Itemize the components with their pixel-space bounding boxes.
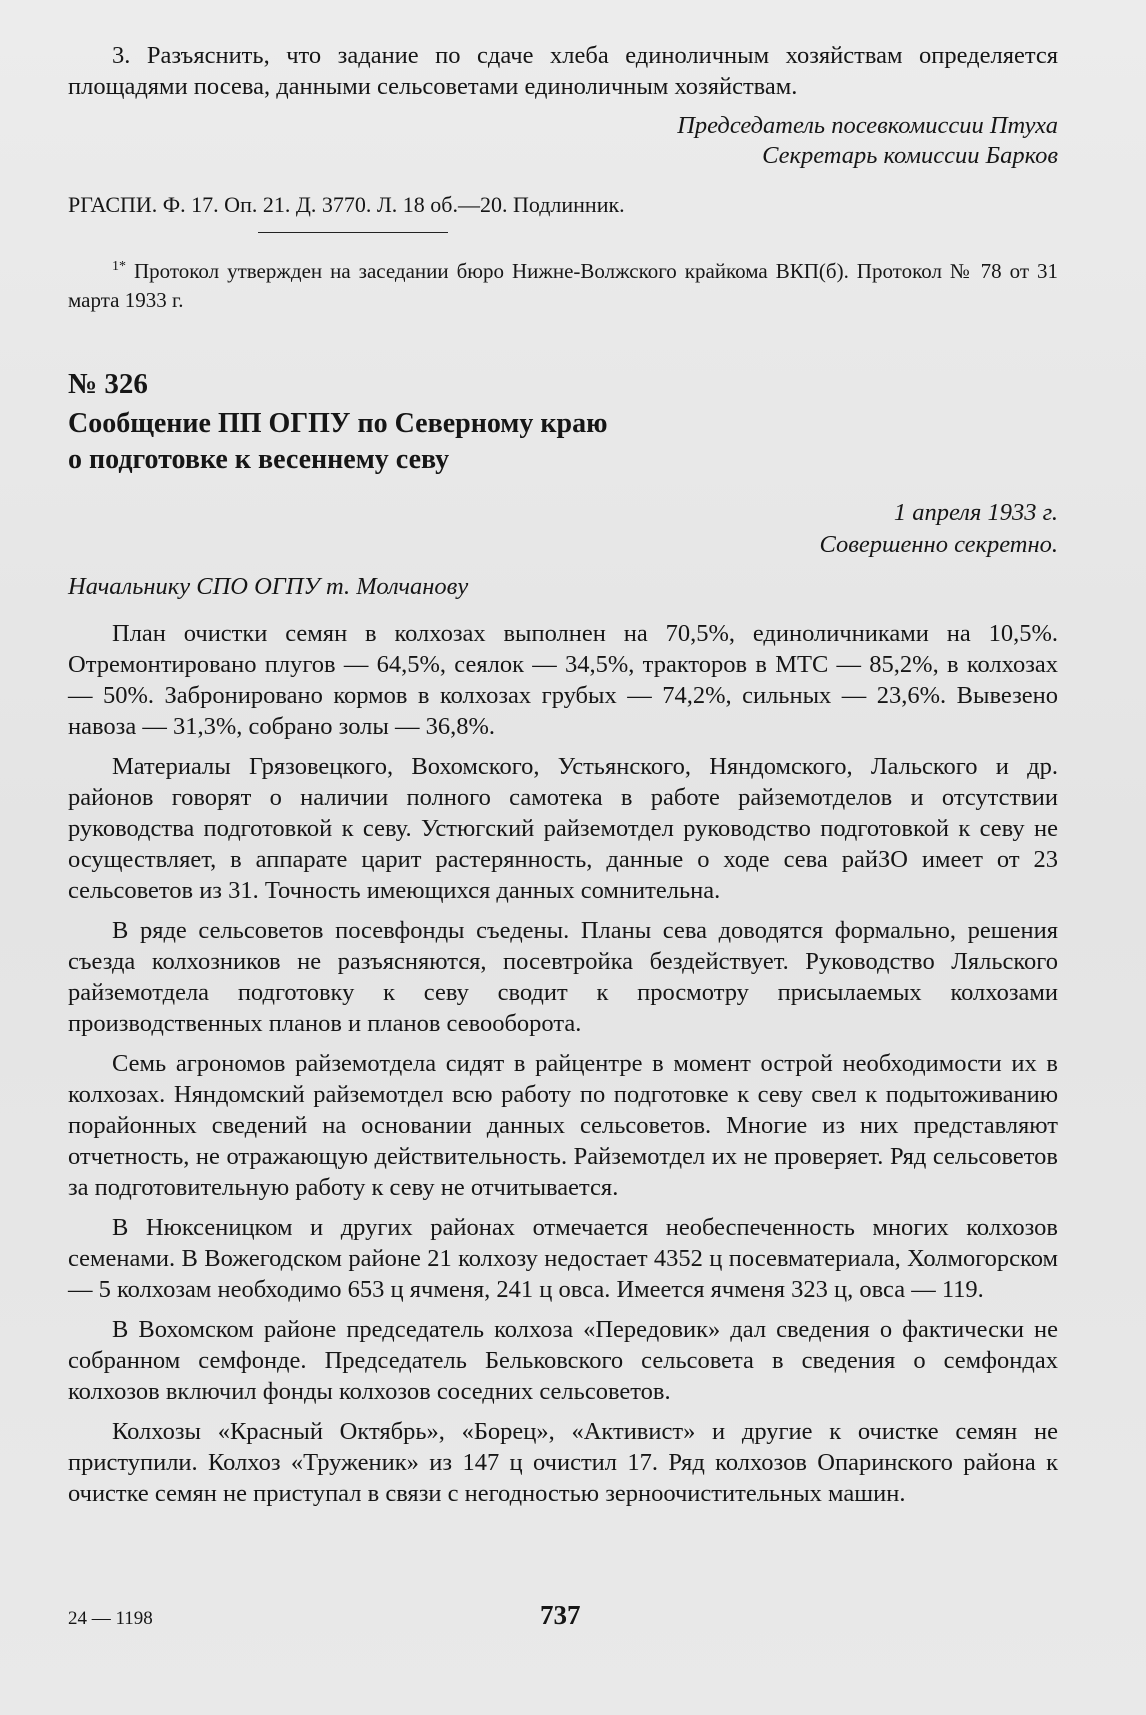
document-addressee: Начальнику СПО ОГПУ т. Молчанову bbox=[68, 573, 469, 600]
document-date: 1 апреля 1933 г. bbox=[893, 499, 1058, 526]
document-header bbox=[68, 366, 1058, 478]
signature-chairman: Председатель посевкомиссии Птуха bbox=[677, 112, 1058, 139]
document-title-line2: о подготовке к весеннему севу bbox=[68, 444, 450, 475]
footnote-divider bbox=[258, 232, 448, 233]
document-title-line1: Сообщение ПП ОГПУ по Северному краю bbox=[68, 408, 608, 439]
page-number: 737 bbox=[540, 1600, 581, 1630]
body-paragraph-2: Материалы Грязовецкого, Вохомского, Устьянского, Няндомского, Лальского и др. районов говорят о наличии полного самотека в работе райземотделов и отсутствии руководства подготовкой к севу. Устюгский райземотдел руководство подготовкой к севу не осуществляет, в аппарате царит растерянность, данные о ходе сева райЗО имеет от 23 сельсоветов из 31. Точность имеющихся данных сомнительна. bbox=[68, 753, 1058, 904]
body-paragraph-5: В Нюксеницком и других районах отмечается необеспеченность многих колхозов семенами. В Вожегодском районе 21 колхозу недостает 4352 ц посевматериала, Холмогорском — 5 колхозам необходимо 653 ц ячменя, 241 ц овса. Имеется ячменя 323 ц, овса — 119. bbox=[68, 1214, 1058, 1303]
body-paragraph-4: Семь агрономов райземотдела сидят в райцентре в момент острой необходимости их в колхозах. Няндомский райземотдел всю работу по подготовке к севу свел к подытоживанию порайонных сведений на основании данных сельсоветов. Многие из них представляют отчетность, не отражающую действительность. Райземотдел их не проверяет. Ряд сельсоветов за подготовительную работу к севу не отчитывается. bbox=[68, 1050, 1058, 1201]
document-body bbox=[68, 618, 1058, 1518]
body-paragraph-7: Колхозы «Красный Октябрь», «Борец», «Активист» и другие к очистке семян не приступили. Колхоз «Труженик» из 147 ц очистил 17. Ряд колхозов Опаринского района к очистке семян не приступал в связи с негодностью зерноочистительных машин. bbox=[68, 1418, 1058, 1507]
top-section bbox=[68, 40, 1058, 171]
footnote-divider-wrap bbox=[68, 232, 1058, 233]
body-paragraph-3: В ряде сельсоветов посевфонды съедены. Планы сева доводятся формально, решения съезда колхозников не разъясняются, посевтройка бездействует. Руководство Ляльского райземотдела подготовку к севу сводит к просмотру присылаемых колхозами производственных планов и планов севооборота. bbox=[68, 917, 1058, 1037]
footnote bbox=[68, 252, 1058, 315]
printer-signature-mark: 24 — 1198 bbox=[68, 1608, 153, 1629]
document-number: № 326 bbox=[68, 368, 148, 400]
body-paragraph-1: План очистки семян в колхозах выполнен на 70,5%, единоличниками на 10,5%. Отремонтировано плугов — 64,5%, сеялок — 34,5%, тракторов в МТС — 85,2%, в колхозах — 50%. Забронировано кормов в колхозах грубых — 74,2%, сильных — 23,6%. Вывезено навоза — 31,3%, собрано золы — 36,8%. bbox=[68, 620, 1058, 740]
document-meta bbox=[68, 498, 1058, 602]
archive-reference: РГАСПИ. Ф. 17. Оп. 21. Д. 3770. Л. 18 об.—20. Подлинник. bbox=[68, 192, 625, 217]
body-paragraph-6: В Вохомском районе председатель колхоза «Передовик» дал сведения о фактически не собранном семфонде. Председатель Бельковского сельсовета в сведения о семфондах колхозов включил фонды колхозов соседних сельсоветов. bbox=[68, 1316, 1058, 1405]
document-classification: Совершенно секретно. bbox=[819, 531, 1058, 558]
top-paragraph: 3. Разъяснить, что задание по сдаче хлеба единоличным хозяйствам определяется площадями посева, данными сельсоветами единоличным хозяйствам. bbox=[68, 42, 1058, 100]
footnote-marker: 1* bbox=[112, 259, 126, 274]
signature-secretary: Секретарь комиссии Барков bbox=[762, 142, 1058, 169]
footnote-text: Протокол утвержден на заседании бюро Нижне-Волжского крайкома ВКП(б). Протокол № 78 от 31 марта 1933 г. bbox=[68, 259, 1059, 312]
